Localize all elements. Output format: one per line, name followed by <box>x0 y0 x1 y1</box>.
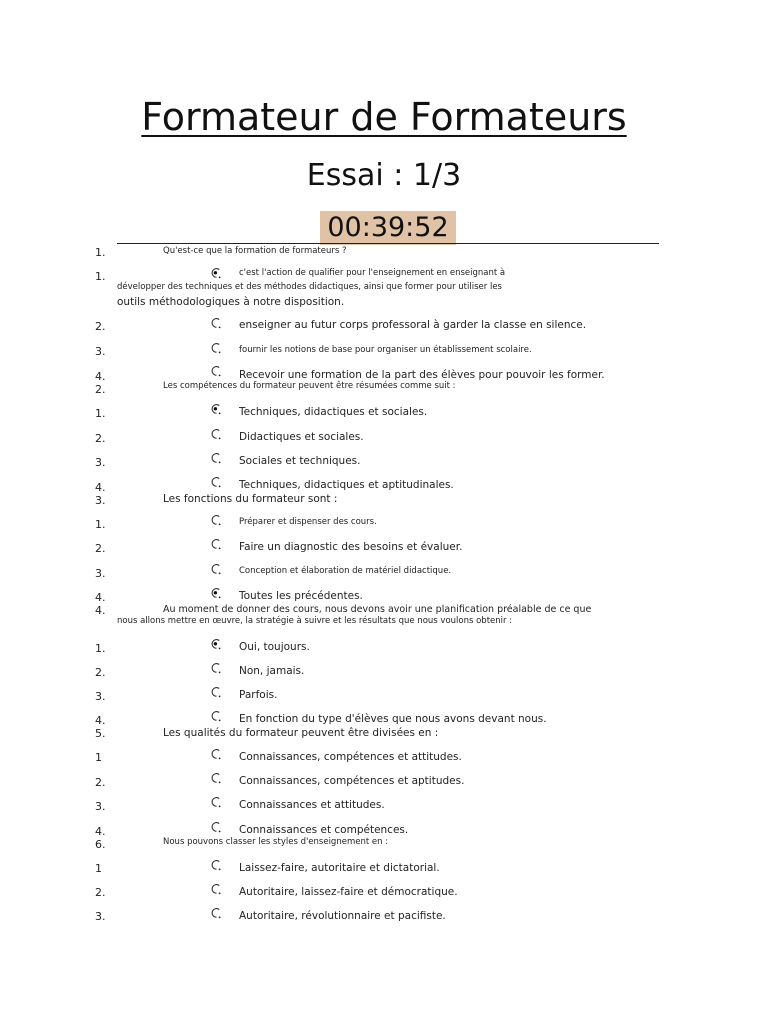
answer-number: 1. <box>95 518 106 531</box>
answer-option-label[interactable]: Didactiques et sociales. <box>239 431 364 443</box>
answer-option-label[interactable]: Laissez-faire, autoritaire et dictatorial. <box>239 862 440 874</box>
question-text: Au moment de donner des cours, nous devons avoir une planification préalable de ce que <box>163 604 592 615</box>
answer-number: 3. <box>95 690 106 703</box>
answer-option-label-continued: développer des techniques et des méthodes didactiques, ainsi que former pour utiliser les <box>117 282 502 292</box>
answer-number: 2. <box>95 320 106 333</box>
radio-button-selected[interactable] <box>210 635 222 647</box>
answer-number: 1. <box>95 642 106 655</box>
question-number: 4. <box>95 604 106 617</box>
question-text: Les compétences du formateur peuvent être résumées comme suit : <box>163 381 456 391</box>
answer-option-label[interactable]: Recevoir une formation de la part des élèves pour pouvoir les former. <box>239 369 605 381</box>
radio-button[interactable] <box>210 473 222 485</box>
radio-button[interactable] <box>210 818 222 830</box>
answer-number: 2. <box>95 886 106 899</box>
answer-option-label-continued: outils méthodologiques à notre disposition. <box>117 296 345 308</box>
question-number: 5. <box>95 727 106 740</box>
radio-button[interactable] <box>210 425 222 437</box>
answer-number: 1. <box>95 407 106 420</box>
answer-option-label[interactable]: Non, jamais. <box>239 665 305 677</box>
answer-option-label[interactable]: Toutes les précédentes. <box>239 590 363 602</box>
radio-button[interactable] <box>210 745 222 757</box>
answer-number: 3. <box>95 910 106 923</box>
radio-button[interactable] <box>210 856 222 868</box>
question-text: Nous pouvons classer les styles d'enseignement en : <box>163 837 389 847</box>
radio-button[interactable] <box>210 904 222 916</box>
answer-option-label[interactable]: En fonction du type d'élèves que nous avons devant nous. <box>239 713 547 725</box>
answer-number: 2. <box>95 542 106 555</box>
question-text: Qu'est-ce que la formation de formateurs ? <box>163 246 347 256</box>
answer-option-label[interactable]: Oui, toujours. <box>239 641 310 653</box>
radio-button[interactable] <box>210 339 222 351</box>
answer-option-label[interactable]: Techniques, didactiques et aptitudinales. <box>239 479 454 491</box>
question-number: 2. <box>95 383 106 396</box>
answer-option-label[interactable]: fournir les notions de base pour organiser un établissement scolaire. <box>239 345 532 355</box>
question-number: 1. <box>95 246 106 259</box>
answer-number: 3. <box>95 800 106 813</box>
radio-button-selected[interactable] <box>210 584 222 596</box>
radio-button[interactable] <box>210 314 222 326</box>
answer-number: 4. <box>95 370 106 383</box>
answer-number: 4. <box>95 481 106 494</box>
countdown-timer: 00:39:52 <box>320 211 456 245</box>
answer-option-label[interactable]: Connaissances et attitudes. <box>239 799 385 811</box>
answer-option-label[interactable]: Sociales et techniques. <box>239 455 361 467</box>
radio-button[interactable] <box>210 362 222 374</box>
question-text-continued: nous allons mettre en œuvre, la stratégie à suivre et les résultats que nous voulons obtenir : <box>117 616 513 626</box>
answer-number: 3. <box>95 345 106 358</box>
radio-button[interactable] <box>210 511 222 523</box>
radio-button[interactable] <box>210 659 222 671</box>
answer-number: 4. <box>95 591 106 604</box>
radio-button[interactable] <box>210 769 222 781</box>
answer-option-label[interactable]: Préparer et dispenser des cours. <box>239 517 377 527</box>
attempt-counter: Essai : 1/3 <box>306 158 462 193</box>
radio-button[interactable] <box>210 560 222 572</box>
answer-number: 2. <box>95 432 106 445</box>
answer-number: 4. <box>95 825 106 838</box>
radio-button-selected[interactable] <box>210 400 222 412</box>
answer-option-label[interactable]: c'est l'action de qualifier pour l'enseignement en enseignant à <box>239 268 506 278</box>
answer-number: 1. <box>95 270 106 283</box>
answer-option-label[interactable]: Techniques, didactiques et sociales. <box>239 406 428 418</box>
answer-option-label[interactable]: enseigner au futur corps professoral à garder la classe en silence. <box>239 319 587 331</box>
answer-option-label[interactable]: Conception et élaboration de matériel didactique. <box>239 566 452 576</box>
question-text: Les fonctions du formateur sont : <box>163 493 338 505</box>
answer-number: 3. <box>95 567 106 580</box>
radio-button[interactable] <box>210 535 222 547</box>
answer-number: 3. <box>95 456 106 469</box>
answer-option-label[interactable]: Connaissances, compétences et aptitudes. <box>239 775 465 787</box>
radio-button[interactable] <box>210 449 222 461</box>
answer-number: 1 <box>95 862 102 875</box>
radio-button[interactable] <box>210 707 222 719</box>
question-number: 6. <box>95 838 106 851</box>
radio-button[interactable] <box>210 793 222 805</box>
page-title: Formateur de Formateurs <box>141 95 627 139</box>
answer-number: 4. <box>95 714 106 727</box>
answer-option-label[interactable]: Connaissances, compétences et attitudes. <box>239 751 462 763</box>
answer-number: 2. <box>95 776 106 789</box>
answer-option-label[interactable]: Faire un diagnostic des besoins et évaluer. <box>239 541 463 553</box>
radio-button[interactable] <box>210 683 222 695</box>
answer-option-label[interactable]: Autoritaire, laissez-faire et démocratique. <box>239 886 458 898</box>
question-text: Les qualités du formateur peuvent être divisées en : <box>163 727 439 739</box>
radio-button-selected[interactable] <box>210 264 222 276</box>
question-number: 3. <box>95 494 106 507</box>
answer-option-label[interactable]: Parfois. <box>239 689 278 701</box>
answer-number: 2. <box>95 666 106 679</box>
radio-button[interactable] <box>210 880 222 892</box>
answer-option-label[interactable]: Autoritaire, révolutionnaire et pacifiste. <box>239 910 446 922</box>
answer-number: 1 <box>95 751 102 764</box>
answer-option-label[interactable]: Connaissances et compétences. <box>239 824 409 836</box>
